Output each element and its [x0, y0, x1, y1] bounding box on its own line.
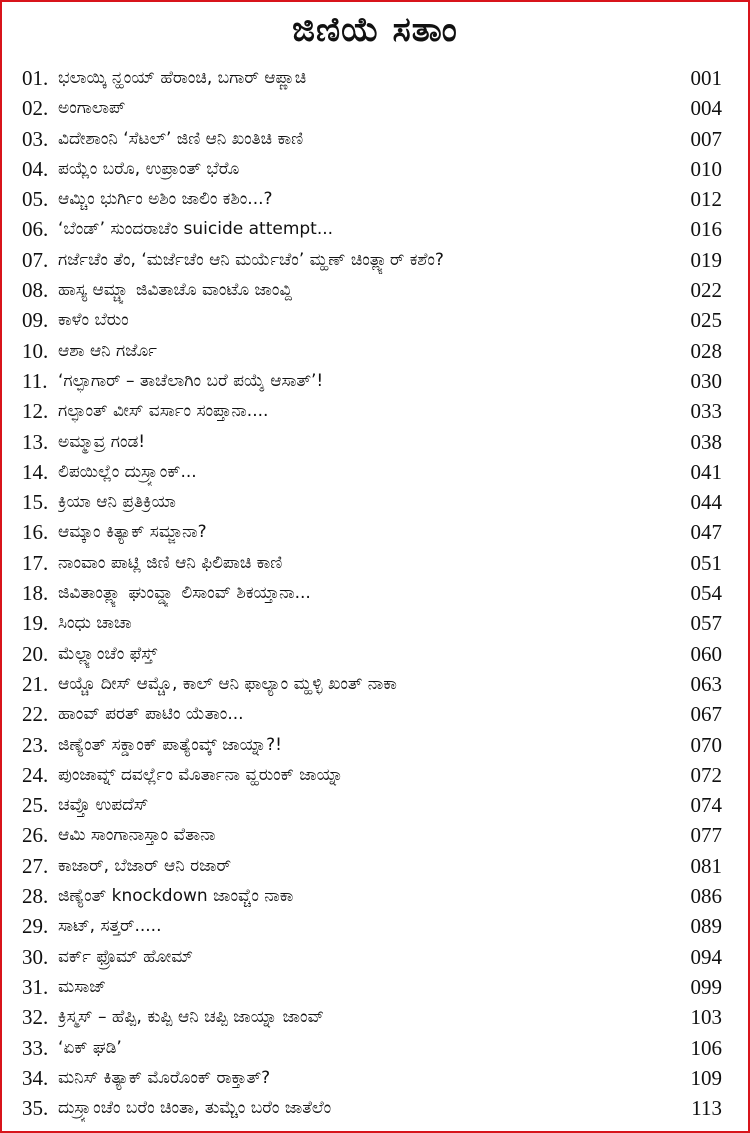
entry-title: ಮನಿಸ್ ಕಿತ್ಯಾಕ್ ಮೊರೊಂಕ್ ರಾಕ್ತಾತ್?	[58, 1067, 271, 1088]
toc-entry	[2, 971, 748, 1001]
entry-page-number: 047	[690, 520, 722, 545]
entry-number: 08.	[22, 278, 49, 303]
entry-number: 02.	[22, 96, 49, 121]
entry-page-number: 022	[690, 278, 722, 303]
toc-entry	[2, 789, 748, 819]
toc-entry	[2, 244, 748, 274]
entry-title: ‘ಏಕ್ ಘಡಿ’	[58, 1037, 122, 1058]
entry-page-number: 004	[690, 96, 722, 121]
entry-page-number: 010	[690, 156, 722, 181]
entry-title: ಆಶಾ ಆನಿ ಗರ್ಜೊ	[58, 340, 157, 361]
toc-entry	[2, 819, 748, 849]
entry-number: 14.	[22, 459, 49, 484]
entry-number: 01.	[22, 66, 49, 90]
entry-page-number: 044	[690, 490, 722, 515]
toc-entry	[2, 698, 748, 728]
toc-entry	[2, 456, 748, 486]
toc-entry	[2, 880, 748, 910]
toc-entry	[2, 335, 748, 365]
toc-entry	[2, 395, 748, 425]
entry-title: ಹಾಸ್ಯ ಆಮ್ಚ್ಯಾ ಜಿವಿತಾಚೊ ವಾಂಟೊ ಜಾಂವ್ದಿ	[58, 280, 292, 301]
entry-number: 35.	[22, 1096, 49, 1121]
entry-title: ಭಲಾಯ್ಕಿ ನ್ಹಂಯ್ ಹೆರಾಂಚಿ, ಬಗಾರ್ ಆಪ್ಣಾಚಿ	[58, 68, 307, 88]
entry-page-number: 001	[690, 66, 722, 90]
toc-entry	[2, 759, 748, 789]
entry-number: 17.	[22, 550, 49, 575]
toc-entry	[2, 486, 748, 516]
toc-entry	[2, 304, 748, 334]
entry-number: 28.	[22, 884, 49, 909]
entry-page-number: 103	[690, 1005, 722, 1030]
entry-title: ವರ್ಕ್ ಫ್ರೊಮ್ ಹೋಮ್	[58, 946, 193, 967]
toc-entry	[2, 426, 748, 456]
entry-page-number: 106	[690, 1035, 722, 1060]
entry-number: 30.	[22, 944, 49, 969]
toc-entry	[2, 547, 748, 577]
toc-entry	[2, 638, 748, 668]
toc-entry	[2, 729, 748, 759]
toc-entry	[2, 607, 748, 637]
entry-title: ಸಿಂಧು ಚಾಚಾ	[58, 613, 132, 634]
entry-number: 20.	[22, 641, 49, 666]
entry-page-number: 012	[690, 187, 722, 212]
toc-entry	[2, 577, 748, 607]
entry-page-number: 054	[690, 581, 722, 606]
entry-title: ಜಿಣ್ಯೆಂತ್ knockdown ಜಾಂವ್ಚೆಂ ನಾಕಾ	[58, 886, 294, 907]
entry-number: 27.	[22, 853, 49, 878]
entry-title: ಆಮ್ಚಿಂ ಭುರ್ಗಿಂ ಅಶಿಂ ಜಾಲಿಂ ಕಶಿಂ...?	[58, 189, 273, 210]
entry-title: ಕಾಳೆಂ ಬೆರುಂ	[58, 310, 129, 331]
entry-title: ಜಿಣ್ಯೆಂತ್ ಸಕ್ಡಾಂಕ್ ಪಾತ್ಯೆಂವ್ಕ್ ಜಾಯ್ನಾ?!	[58, 734, 282, 755]
entry-title: ಕಾಜಾರ್, ಬೆಜಾರ್ ಆನಿ ರಜಾರ್	[58, 855, 231, 876]
entry-page-number: 113	[691, 1096, 722, 1121]
entry-page-number: 019	[690, 247, 722, 272]
entry-number: 33.	[22, 1035, 49, 1060]
entry-page-number: 038	[690, 429, 722, 454]
entry-page-number: 067	[690, 702, 722, 727]
toc-entry	[2, 516, 748, 546]
entry-title: ಅಂಗಾಲಾಪ್	[58, 98, 126, 119]
entry-page-number: 089	[690, 914, 722, 939]
entry-number: 24.	[22, 762, 49, 787]
entry-page-number: 016	[690, 217, 722, 242]
toc-entry	[2, 850, 748, 880]
entry-number: 16.	[22, 520, 49, 545]
entry-number: 04.	[22, 156, 49, 181]
entry-page-number: 072	[690, 762, 722, 787]
toc-entry	[2, 1092, 748, 1122]
entry-page-number: 025	[690, 308, 722, 333]
entry-page-number: 030	[690, 368, 722, 393]
entry-page-number: 094	[690, 944, 722, 969]
entry-title: ದುಸ್ರ್ಯಾಂಚೆಂ ಬರೆಂ ಚಿಂತಾ, ತುಮ್ಚೆಂ ಬರೆಂ ಜಾತೆಲೆಂ	[58, 1098, 332, 1119]
entry-number: 06.	[22, 217, 49, 242]
entry-number: 07.	[22, 247, 49, 272]
entry-number: 15.	[22, 490, 49, 515]
toc-entry	[2, 1032, 748, 1062]
entry-number: 25.	[22, 793, 49, 818]
entry-number: 18.	[22, 581, 49, 606]
toc-entry	[2, 274, 748, 304]
entry-title: ಪಯ್ಲೆಂ ಬರೊ, ಉಪ್ರಾಂತ್ ಭೆರೊ	[58, 158, 240, 179]
entry-title: ವಿದೇಶಾಂನಿ ‘ಸೆಟಲ್’ ಜಿಣಿ ಆನಿ ಖಂತಿಚಿ ಕಾಣಿ	[58, 128, 304, 149]
entry-title: ಮಸಾಜ್	[58, 976, 107, 997]
entry-title: ‘ಬೆಂಡ್’ ಸುಂದರಾಚೆಂ suicide attempt...	[58, 219, 334, 240]
toc-entry	[2, 910, 748, 940]
entry-page-number: 028	[690, 338, 722, 363]
entry-page-number: 063	[690, 671, 722, 696]
entry-number: 12.	[22, 399, 49, 424]
entry-page-number: 077	[690, 823, 722, 848]
toc-entry	[2, 668, 748, 698]
entry-number: 29.	[22, 914, 49, 939]
toc-entry	[2, 213, 748, 243]
toc-entry	[2, 92, 748, 122]
entry-page-number: 081	[690, 853, 722, 878]
entry-title: ಕ್ರಿಯಾ ಆನಿ ಪ್ರತಿಕ್ರಿಯಾ	[58, 492, 176, 513]
entry-page-number: 074	[690, 793, 722, 818]
entry-number: 23.	[22, 732, 49, 757]
toc-entry	[2, 123, 748, 153]
entry-number: 03.	[22, 126, 49, 151]
entry-title: ಲಿಪಯಿಲ್ಲೆಂ ದುಸ್ರ್ಯಾಂಕ್...	[58, 461, 197, 482]
entry-title: ಗಲ್ಫಾಂತ್ ವೀಸ್ ವರ್ಸಾಂ ಸಂಪ್ತಾನಾ....	[58, 401, 269, 422]
entry-title: ಆಮಿ ಸಾಂಗಾನಾಸ್ತಾಂ ವೆತಾನಾ	[58, 825, 216, 846]
toc-entry	[2, 1062, 748, 1092]
entry-number: 22.	[22, 702, 49, 727]
entry-title: ಮೆಲ್ಲ್ಯಾಂಚೆಂ ಫೆಸ್ತ್	[58, 643, 158, 664]
entry-page-number: 041	[690, 459, 722, 484]
toc-entry	[2, 365, 748, 395]
entry-number: 21.	[22, 671, 49, 696]
entry-title: ಜಿವಿತಾಂತ್ಲ್ಯಾ ಘುಂವ್ಡ್ಯಾ ಲಿಸಾಂವ್ ಶಿಕಯ್ತಾನಾ...	[58, 583, 311, 604]
entry-page-number: 057	[690, 611, 722, 636]
entry-title: ‘ಗಲ್ಫಾಗಾರ್ – ತಾಚೆಲಾಗಿಂ ಬರೆ ಪಯ್ಶೆ ಆಸಾತ್’!	[58, 370, 324, 391]
entry-page-number: 070	[690, 732, 722, 757]
entry-number: 32.	[22, 1005, 49, 1030]
toc-entry	[2, 183, 748, 213]
entry-page-number: 099	[690, 974, 722, 999]
entry-number: 34.	[22, 1065, 49, 1090]
entry-title: ಸಾಟ್, ಸತ್ತರ್.....	[58, 916, 162, 937]
entry-page-number: 086	[690, 884, 722, 909]
entry-title: ಆಮ್ಕಾಂ ಕಿತ್ಯಾಕ್ ಸಮ್ಜಾನಾ?	[58, 522, 207, 543]
entry-title: ಗರ್ಜೆಚೆಂ ತೆಂ, ‘ಮರ್ಜೆಚೆಂ ಆನಿ ಮರ್ಯೆಚೆಂ’ ಮ್ಹಣ್ ಚಿಂತ್ಲ್ಯಾರ್ ಕಶೆಂ?	[58, 249, 444, 270]
toc-entry	[2, 1001, 748, 1031]
entry-number: 09.	[22, 308, 49, 333]
entry-title: ನಾಂವಾಂ ಪಾಟ್ಲಿ ಜಿಣಿ ಆನಿ ಫಿಲಿಪಾಚಿ ಕಾಣಿ	[58, 552, 283, 573]
table-of-contents	[2, 62, 748, 1122]
entry-page-number: 060	[690, 641, 722, 666]
entry-number: 31.	[22, 974, 49, 999]
entry-title: ಪುಂಜಾವ್ನ್ ದವರ್ಲ್ಲೆಂ ಮೊರ್ತಾನಾ ವ್ಹರುಂಕ್ ಜಾಯ್ನಾ	[58, 764, 344, 785]
entry-number: 05.	[22, 187, 49, 212]
toc-entry	[2, 941, 748, 971]
toc-entry	[2, 153, 748, 183]
entry-number: 19.	[22, 611, 49, 636]
toc-entry	[2, 62, 748, 92]
entry-title: ಹಾಂವ್ ಪರತ್ ಪಾಟಿಂ ಯೆತಾಂ...	[58, 704, 244, 725]
entry-page-number: 033	[690, 399, 722, 424]
entry-number: 10.	[22, 338, 49, 363]
page-title: ಜಿಣಿಯೆ ಸತಾಂ	[292, 10, 458, 50]
entry-title: ಅಮ್ಮಾವ್ರ ಗಂಡ!	[58, 431, 146, 452]
entry-page-number: 051	[690, 550, 722, 575]
entry-number: 11.	[22, 368, 48, 393]
entry-title: ಕ್ರಿಸ್ಮಸ್ – ಹೆಪ್ಪಿ, ಕುಪ್ಪಿ ಆನಿ ಚಪ್ಪಿ ಜಾಯ್ನಾ ಜಾಂವ್	[58, 1007, 324, 1028]
entry-title: ಚವ್ತೊ ಉಪದೆಸ್	[58, 795, 149, 816]
entry-page-number: 007	[690, 126, 722, 151]
entry-number: 26.	[22, 823, 49, 848]
entry-number: 13.	[22, 429, 49, 454]
entry-title: ಆಯ್ಚೊ ದೀಸ್ ಆಮ್ಚೊ, ಕಾಲ್ ಆನಿ ಫಾಲ್ಯಾಂ ಮ್ಹಳ್ಳಿ ಖಂತ್ ನಾಕಾ	[58, 673, 397, 694]
entry-page-number: 109	[690, 1065, 722, 1090]
